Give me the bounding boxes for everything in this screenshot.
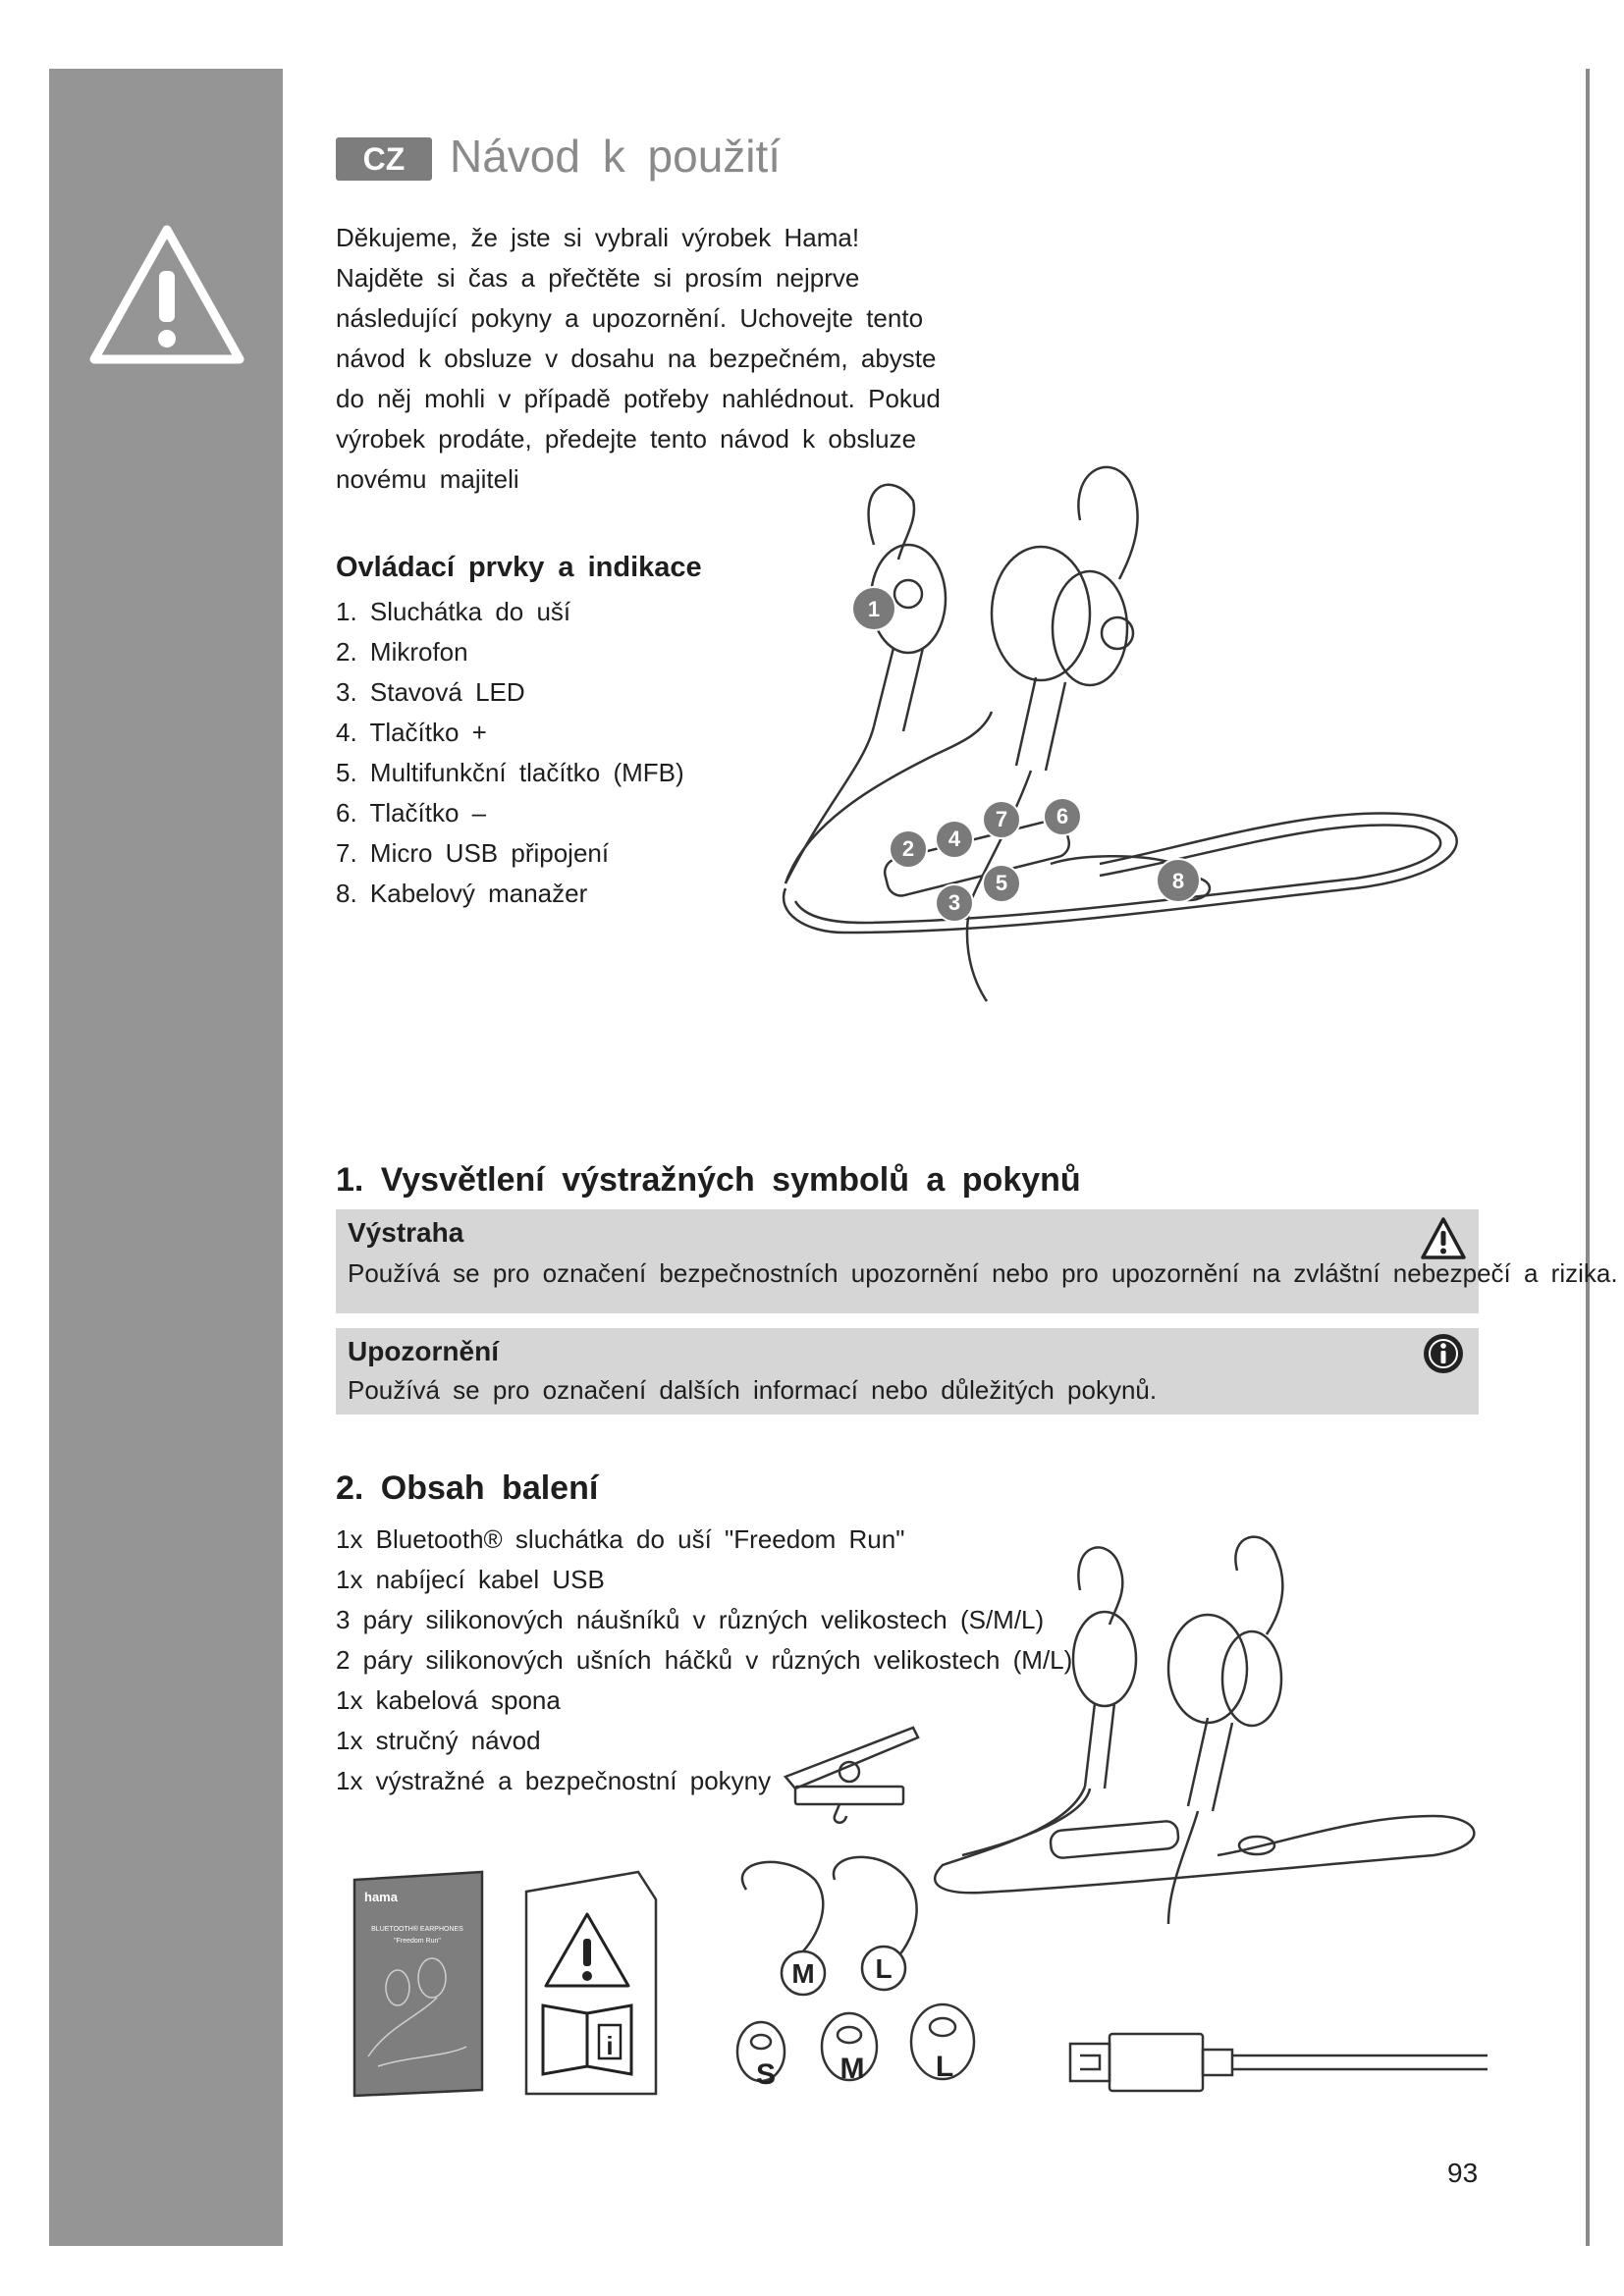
list-item: 2 páry silikonových ušních háčků v různých velikostech (M/L)	[336, 1645, 1073, 1675]
note-title: Upozornění	[348, 1336, 499, 1366]
ear-hooks-and-tips-illustration	[727, 1850, 1001, 2106]
list-item: 4. Tlačítko +	[336, 718, 487, 747]
tip-size-m: M	[839, 2053, 865, 2085]
callout-1: 1	[867, 597, 881, 621]
note-text: Používá se pro označení dalších informací nebo důležitých pokynů.	[348, 1375, 1158, 1405]
list-item: 1x stručný návod	[336, 1726, 541, 1755]
controls-heading: Ovládací prvky a indikace	[336, 552, 702, 583]
callout-3: 3	[947, 890, 961, 915]
list-item: 7. Micro USB připojení	[336, 838, 610, 868]
intro-line: Najděte si čas a přečtěte si prosím nejprve	[336, 263, 860, 293]
list-item: 6. Tlačítko –	[336, 798, 487, 828]
safety-instructions-illustration	[518, 1870, 661, 2101]
callout-2: 2	[901, 836, 915, 861]
note-box	[336, 1328, 1479, 1415]
warning-triangle-icon	[1420, 1215, 1467, 1262]
usb-cable-illustration	[1065, 2022, 1488, 2101]
list-item: 1x Bluetooth® sluchátka do uší "Freedom Run"	[336, 1524, 905, 1554]
list-item: 3 páry silikonových náušníků v různých velikostech (S/M/L)	[336, 1605, 1045, 1634]
sidebar-band	[49, 69, 283, 2246]
warning-box	[336, 1209, 1618, 1313]
package-earphones-illustration	[923, 1531, 1492, 1944]
quick-guide-illustration	[349, 1870, 491, 2101]
callout-7: 7	[995, 807, 1008, 831]
controls-list	[336, 592, 684, 914]
hook-size-m: M	[791, 1958, 815, 1989]
callout-6: 6	[1056, 804, 1069, 828]
section-2-heading: 2. Obsah balení	[336, 1469, 599, 1507]
list-item: 3. Stavová LED	[336, 677, 525, 707]
list-item: 8. Kabelový manažer	[336, 879, 588, 908]
intro-line: návod k obsluze v dosahu na bezpečném, abyste	[336, 344, 937, 373]
list-item: 2. Mikrofon	[336, 637, 468, 667]
intro-line: Děkujeme, že jste si vybrali výrobek Hama!	[336, 223, 860, 252]
tip-size-s: S	[755, 2058, 777, 2091]
intro-line: do něj mohli v případě potřeby nahlédnout. Pokud	[336, 384, 941, 413]
tip-size-l: L	[935, 2051, 954, 2083]
callout-8: 8	[1171, 869, 1185, 893]
info-icon	[1420, 1330, 1467, 1377]
page-title: Návod k použití	[450, 131, 782, 182]
list-item: 5. Multifunkční tlačítko (MFB)	[336, 758, 684, 787]
warning-text: Používá se pro označení bezpečnostních upozornění nebo pro upozornění na zvláštní nebezpečí a rizika.	[348, 1258, 1618, 1288]
callout-5: 5	[995, 871, 1008, 895]
list-item: 1x kabelová spona	[336, 1685, 561, 1715]
right-margin-rule	[1586, 69, 1590, 2246]
section-1-heading: 1. Vysvětlení výstražných symbolů a pokynů	[336, 1161, 1081, 1199]
warning-title: Výstraha	[348, 1217, 464, 1248]
manual-title: BLUETOOTH® EARPHONES	[371, 1926, 463, 1933]
warning-triangle-icon	[88, 224, 245, 366]
intro-line: výrobek prodáte, předejte tento návod k obsluze	[336, 424, 917, 454]
hook-size-l: L	[875, 1953, 893, 1984]
list-item: 1x nabíjecí kabel USB	[336, 1565, 605, 1594]
earphones-diagram	[727, 452, 1492, 1041]
language-badge: CZ	[336, 137, 432, 181]
intro-line: následující pokyny a upozornění. Uchovejte tento	[336, 303, 924, 333]
manual-subtitle: "Freedom Run"	[394, 1938, 441, 1945]
callout-4: 4	[947, 827, 961, 851]
intro-line: novému majiteli	[336, 464, 519, 494]
manual-brand: hama	[364, 1890, 398, 1904]
cable-clip-illustration	[776, 1718, 933, 1836]
page-number: 93	[1447, 2158, 1479, 2188]
svg-text:i: i	[606, 2031, 614, 2060]
list-item: 1. Sluchátka do uší	[336, 597, 571, 626]
list-item: 1x výstražné a bezpečnostní pokyny	[336, 1766, 772, 1795]
